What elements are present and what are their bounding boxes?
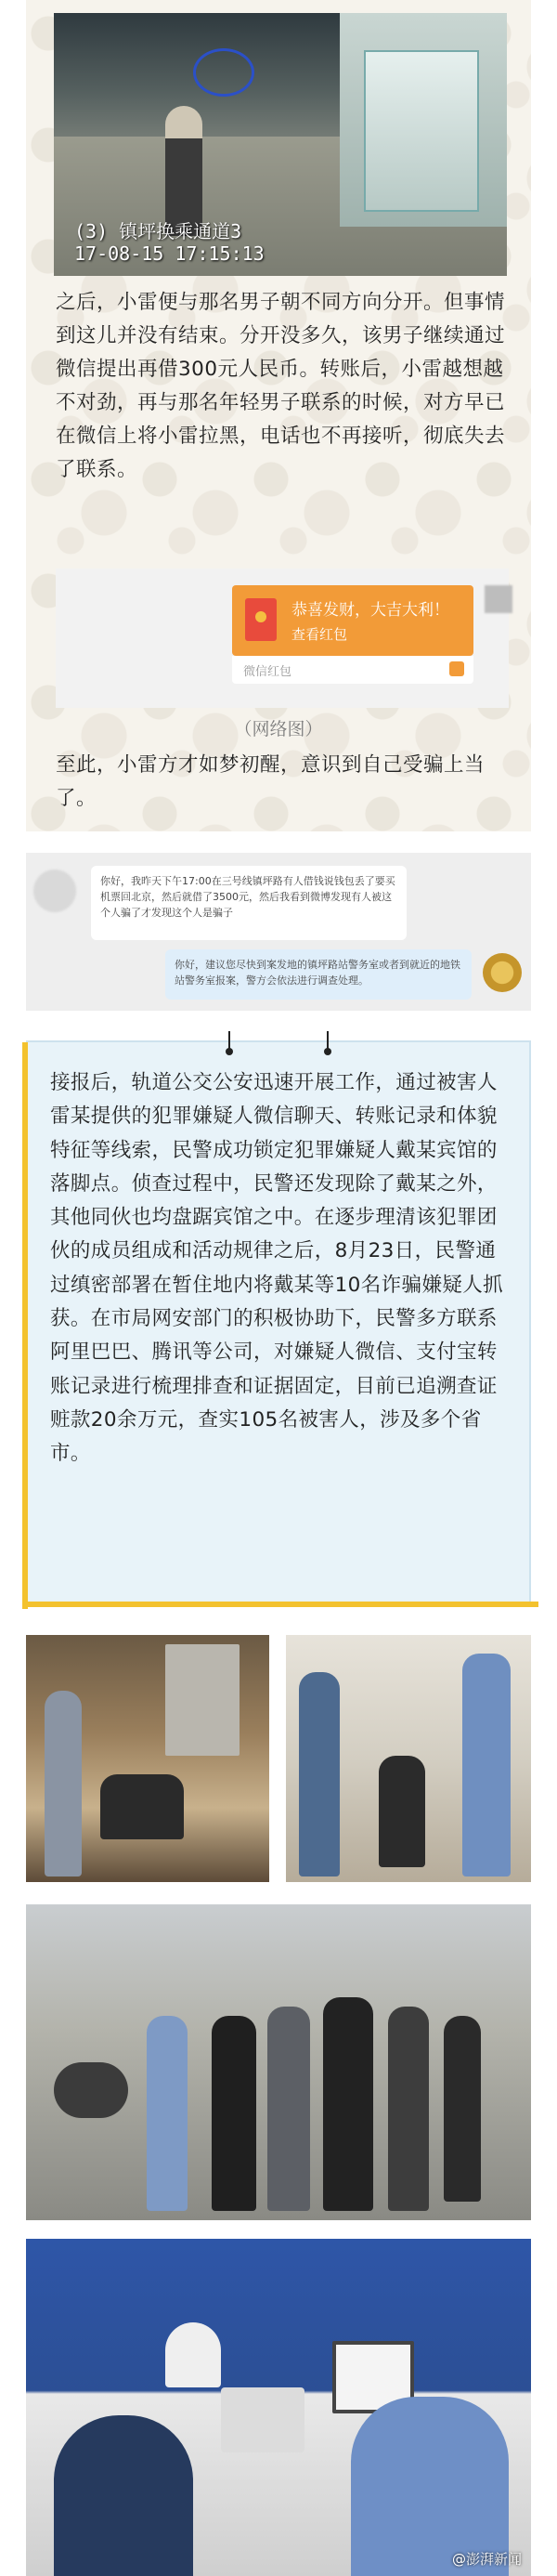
cctv-overlay <box>74 220 265 265</box>
highlight-circle <box>193 48 254 97</box>
police-report-paragraph: 接报后，轨道公交公安迅速开展工作，通过被害人雷某提供的犯罪嫌疑人微信聊天、转账记录和体貌特征等线索，民警成功锁定犯罪嫌疑人戴某宾馆的落脚点。侦查过程中，民警还发现除了戴某之外，其他同伙也均盘踞宾馆之中。在逐步理清该犯罪团伙的成员组成和活动规律之后，8月23日，民警通过缜密部署在暂住地内将戴某等10名诈骗嫌疑人抓获。在市局网安部门的积极协助下，民警多方联系阿里巴巴、腾讯等公司，对嫌疑人微信、支付宝转账记录进行梳理排查和证据固定，目前已追溯查证赃款20余万元，查实105名被害人，涉及多个省市。 <box>50 1071 504 1466</box>
watermark: @澎湃新闻 <box>451 2551 522 2568</box>
arrest-photo-4 <box>26 2239 531 2576</box>
pin-icon <box>327 1031 329 1053</box>
story-card <box>26 0 531 831</box>
red-packet-footer <box>232 656 473 684</box>
red-packet-action: 查看红包 <box>291 626 348 643</box>
police-report-card <box>26 1040 531 1603</box>
arrest-photo-3 <box>26 1904 531 2220</box>
wechat-red-packet-image <box>56 569 509 708</box>
red-packet-greeting: 恭喜发财，大吉大利！ <box>291 601 449 620</box>
red-packet-small-icon <box>449 661 464 676</box>
image-caption: （网络图） <box>234 719 323 739</box>
arrest-photo-1 <box>26 1635 269 1882</box>
red-packet-footer-label: 微信红包 <box>243 665 292 679</box>
story-paragraph-1: 之后，小雷便与那名男子朝不同方向分开。但事情到这儿并没有结束。分开没多久，该男子继续通过微信提出再借300元人民币。转账后，小雷越想越不对劲，再与那名年轻男子联系的时候，对方早已在微信上将小雷拉黑，电话也不再接听，彻底失去了联系。 <box>56 291 506 481</box>
accent-bar-left <box>22 1042 28 1609</box>
chat-message-user: 你好，我昨天下午17:00在三号线镇坪路有人借钱说钱包丢了要买机票回北京，然后就借了3500元，然后我看到微博发现有人被这个人骗了才发现这个人是骗子 <box>91 866 407 940</box>
cctv-image <box>54 13 507 276</box>
person-figure <box>165 106 202 236</box>
pin-icon <box>228 1031 230 1053</box>
accent-bar-bottom <box>22 1602 538 1607</box>
red-packet <box>232 585 473 656</box>
camera-label: (3) 镇坪换乘通道3 <box>74 220 242 242</box>
cctv-timestamp: 17-08-15 17:15:13 <box>74 242 265 265</box>
user-avatar <box>33 870 76 912</box>
red-envelope-icon <box>245 598 277 641</box>
shop-booth <box>364 50 479 212</box>
blurred-avatar <box>485 585 512 613</box>
story-paragraph-2: 至此，小雷方才如梦初醒，意识到自己受骗上当了。 <box>56 753 486 810</box>
police-badge-avatar <box>483 953 522 992</box>
arrest-photo-2 <box>286 1635 531 1882</box>
chat-message-police: 你好，建议您尽快到案发地的镇坪路站警务室或者到就近的地铁站警务室报案，警方会依法进行调查处理。 <box>165 949 472 1000</box>
chat-screenshot <box>26 853 531 1011</box>
